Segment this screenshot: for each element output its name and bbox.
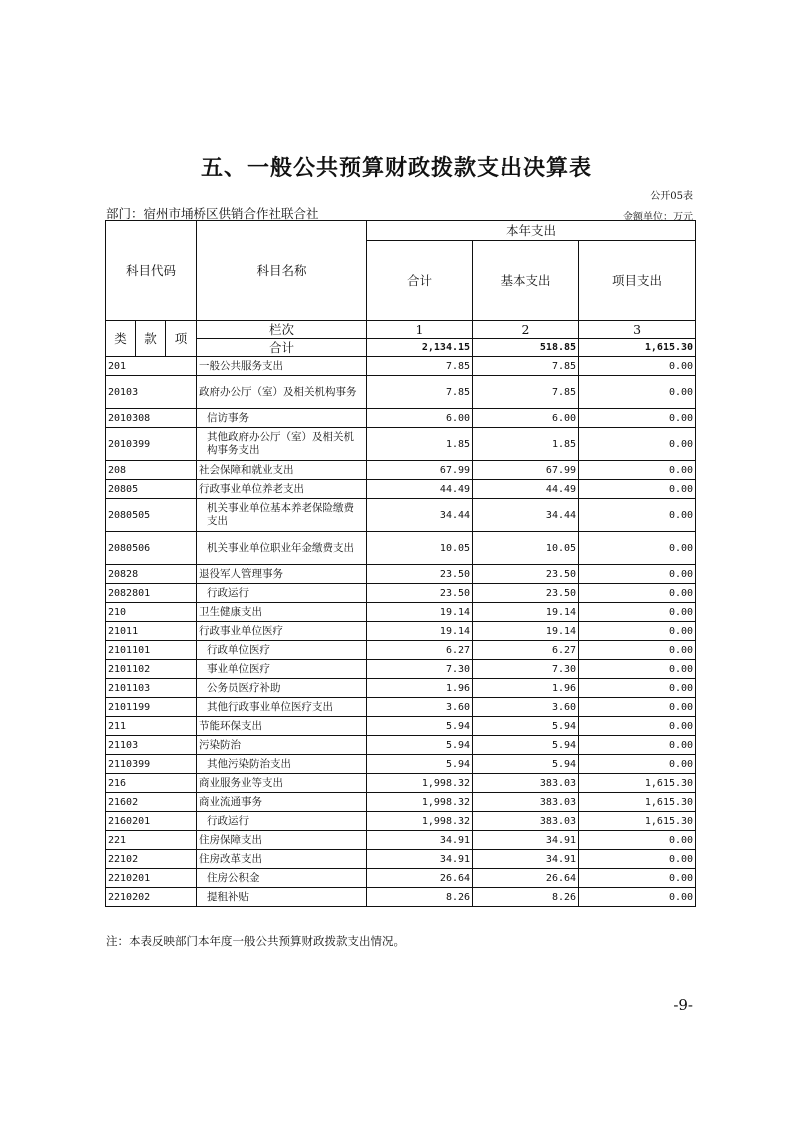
row-basic: 26.64 xyxy=(473,869,579,888)
table-row xyxy=(106,603,696,622)
row-basic: 5.94 xyxy=(473,755,579,774)
row-project: 0.00 xyxy=(579,480,696,499)
row-basic: 6.27 xyxy=(473,641,579,660)
row-basic: 23.50 xyxy=(473,584,579,603)
row-name: 行政单位医疗 xyxy=(197,641,367,660)
row-project: 0.00 xyxy=(579,409,696,428)
row-total: 3.60 xyxy=(367,698,473,717)
row-basic: 67.99 xyxy=(473,461,579,480)
header-name: 科目名称 xyxy=(197,221,367,321)
table-row xyxy=(106,641,696,660)
row-code: 2101199 xyxy=(106,698,197,717)
row-total: 8.26 xyxy=(367,888,473,907)
row-basic: 3.60 xyxy=(473,698,579,717)
row-basic: 19.14 xyxy=(473,622,579,641)
row-code: 2080506 xyxy=(106,532,197,565)
table-row xyxy=(106,357,696,376)
row-basic: 383.03 xyxy=(473,793,579,812)
table-row xyxy=(106,717,696,736)
row-name: 机关事业单位基本养老保险缴费支出 xyxy=(197,499,367,532)
row-code: 2080505 xyxy=(106,499,197,532)
table-row xyxy=(106,679,696,698)
row-project: 1,615.30 xyxy=(579,774,696,793)
row-total: 44.49 xyxy=(367,480,473,499)
row-code: 20805 xyxy=(106,480,197,499)
row-name: 其他政府办公厅（室）及相关机构事务支出 xyxy=(197,428,367,461)
table-row xyxy=(106,499,696,532)
row-code: 2082801 xyxy=(106,584,197,603)
row-basic: 34.91 xyxy=(473,850,579,869)
row-project: 0.00 xyxy=(579,357,696,376)
table-row xyxy=(106,812,696,831)
header-basic: 基本支出 xyxy=(473,241,579,321)
col-number-2: 2 xyxy=(473,321,579,339)
row-project: 0.00 xyxy=(579,461,696,480)
header-lei: 类 xyxy=(106,321,136,357)
row-code: 2010399 xyxy=(106,428,197,461)
header-project: 项目支出 xyxy=(579,241,696,321)
table-row xyxy=(106,565,696,584)
row-name: 一般公共服务支出 xyxy=(197,357,367,376)
row-code: 21011 xyxy=(106,622,197,641)
row-total: 1,998.32 xyxy=(367,774,473,793)
row-name: 社会保障和就业支出 xyxy=(197,461,367,480)
row-project: 0.00 xyxy=(579,698,696,717)
row-code: 2101103 xyxy=(106,679,197,698)
row-project: 0.00 xyxy=(579,679,696,698)
row-name: 住房改革支出 xyxy=(197,850,367,869)
row-code: 2160201 xyxy=(106,812,197,831)
row-code: 2110399 xyxy=(106,755,197,774)
table-row xyxy=(106,584,696,603)
row-total: 23.50 xyxy=(367,565,473,584)
table-row xyxy=(106,532,696,565)
row-basic: 383.03 xyxy=(473,812,579,831)
row-name: 行政事业单位养老支出 xyxy=(197,480,367,499)
row-code: 208 xyxy=(106,461,197,480)
row-basic: 5.94 xyxy=(473,717,579,736)
col-number-1: 1 xyxy=(367,321,473,339)
row-name: 事业单位医疗 xyxy=(197,660,367,679)
table-note: 注：本表反映部门本年度一般公共预算财政拨款支出情况。 xyxy=(106,934,405,948)
row-name: 住房保障支出 xyxy=(197,831,367,850)
row-total: 1.96 xyxy=(367,679,473,698)
table-row xyxy=(106,376,696,409)
row-total: 34.91 xyxy=(367,850,473,869)
row-code: 211 xyxy=(106,717,197,736)
row-total: 1,998.32 xyxy=(367,793,473,812)
table-row xyxy=(106,461,696,480)
row-total: 19.14 xyxy=(367,603,473,622)
row-project: 0.00 xyxy=(579,641,696,660)
row-project: 0.00 xyxy=(579,584,696,603)
row-code: 2010308 xyxy=(106,409,197,428)
sum-total: 2,134.15 xyxy=(367,339,473,357)
row-total: 10.05 xyxy=(367,532,473,565)
table-row xyxy=(106,428,696,461)
unit-label: 金额单位：万元 xyxy=(623,212,693,223)
row-total: 5.94 xyxy=(367,755,473,774)
row-basic: 7.85 xyxy=(473,376,579,409)
row-name: 其他行政事业单位医疗支出 xyxy=(197,698,367,717)
expenditure-table xyxy=(105,220,696,907)
table-row xyxy=(106,622,696,641)
row-project: 0.00 xyxy=(579,831,696,850)
row-project: 0.00 xyxy=(579,755,696,774)
page-number: -9- xyxy=(673,996,693,1014)
row-project: 0.00 xyxy=(579,717,696,736)
header-code: 科目代码 xyxy=(106,221,197,321)
row-total: 34.91 xyxy=(367,831,473,850)
table-row xyxy=(106,409,696,428)
page-title: 五、一般公共预算财政拨款支出决算表 xyxy=(200,155,592,181)
table-row xyxy=(106,736,696,755)
header-kuan: 款 xyxy=(136,321,166,357)
row-code: 21103 xyxy=(106,736,197,755)
row-total: 67.99 xyxy=(367,461,473,480)
row-name: 商业服务业等支出 xyxy=(197,774,367,793)
row-basic: 1.85 xyxy=(473,428,579,461)
row-total: 34.44 xyxy=(367,499,473,532)
row-total: 1,998.32 xyxy=(367,812,473,831)
row-code: 2210202 xyxy=(106,888,197,907)
row-name: 卫生健康支出 xyxy=(197,603,367,622)
row-code: 21602 xyxy=(106,793,197,812)
row-project: 0.00 xyxy=(579,428,696,461)
sum-project: 1,615.30 xyxy=(579,339,696,357)
row-project: 0.00 xyxy=(579,850,696,869)
row-name: 行政运行 xyxy=(197,584,367,603)
row-basic: 8.26 xyxy=(473,888,579,907)
table-row xyxy=(106,793,696,812)
row-code: 20103 xyxy=(106,376,197,409)
row-name: 提租补贴 xyxy=(197,888,367,907)
row-total: 26.64 xyxy=(367,869,473,888)
table-row xyxy=(106,698,696,717)
sum-label: 合计 xyxy=(197,339,367,357)
row-code: 216 xyxy=(106,774,197,793)
row-project: 0.00 xyxy=(579,660,696,679)
row-total: 6.00 xyxy=(367,409,473,428)
row-project: 0.00 xyxy=(579,622,696,641)
row-code: 2101101 xyxy=(106,641,197,660)
row-basic: 7.30 xyxy=(473,660,579,679)
table-row xyxy=(106,831,696,850)
row-total: 19.14 xyxy=(367,622,473,641)
table-row xyxy=(106,755,696,774)
row-project: 1,615.30 xyxy=(579,812,696,831)
row-basic: 1.96 xyxy=(473,679,579,698)
row-name: 其他污染防治支出 xyxy=(197,755,367,774)
row-project: 0.00 xyxy=(579,376,696,409)
table-row xyxy=(106,480,696,499)
sum-basic: 518.85 xyxy=(473,339,579,357)
row-basic: 44.49 xyxy=(473,480,579,499)
row-project: 0.00 xyxy=(579,736,696,755)
row-project: 0.00 xyxy=(579,565,696,584)
header-total: 合计 xyxy=(367,241,473,321)
row-name: 信访事务 xyxy=(197,409,367,428)
row-basic: 5.94 xyxy=(473,736,579,755)
row-total: 7.30 xyxy=(367,660,473,679)
row-project: 0.00 xyxy=(579,603,696,622)
header-year-expense: 本年支出 xyxy=(367,221,696,241)
row-code: 2210201 xyxy=(106,869,197,888)
row-total: 1.85 xyxy=(367,428,473,461)
row-project: 0.00 xyxy=(579,532,696,565)
col-number-3: 3 xyxy=(579,321,696,339)
row-project: 0.00 xyxy=(579,888,696,907)
row-code: 221 xyxy=(106,831,197,850)
row-code: 210 xyxy=(106,603,197,622)
row-basic: 34.44 xyxy=(473,499,579,532)
row-name: 退役军人管理事务 xyxy=(197,565,367,584)
row-name: 行政事业单位医疗 xyxy=(197,622,367,641)
row-total: 7.85 xyxy=(367,357,473,376)
table-row xyxy=(106,660,696,679)
row-total: 5.94 xyxy=(367,717,473,736)
row-name: 政府办公厅（室）及相关机构事务 xyxy=(197,376,367,409)
table-row xyxy=(106,774,696,793)
form-number: 公开05表 xyxy=(650,191,693,202)
row-basic: 383.03 xyxy=(473,774,579,793)
row-total: 5.94 xyxy=(367,736,473,755)
row-total: 23.50 xyxy=(367,584,473,603)
row-name: 商业流通事务 xyxy=(197,793,367,812)
row-basic: 19.14 xyxy=(473,603,579,622)
row-name: 行政运行 xyxy=(197,812,367,831)
row-name: 住房公积金 xyxy=(197,869,367,888)
header-xiang: 项 xyxy=(166,321,197,357)
row-total: 7.85 xyxy=(367,376,473,409)
row-code: 201 xyxy=(106,357,197,376)
row-basic: 7.85 xyxy=(473,357,579,376)
row-code: 20828 xyxy=(106,565,197,584)
row-basic: 6.00 xyxy=(473,409,579,428)
row-name: 公务员医疗补助 xyxy=(197,679,367,698)
row-project: 0.00 xyxy=(579,869,696,888)
row-basic: 10.05 xyxy=(473,532,579,565)
table-row xyxy=(106,888,696,907)
row-code: 22102 xyxy=(106,850,197,869)
header-lanci: 栏次 xyxy=(197,321,367,339)
department-label: 部门：宿州市埇桥区供销合作社联合社 xyxy=(106,206,319,221)
row-name: 污染防治 xyxy=(197,736,367,755)
row-name: 机关事业单位职业年金缴费支出 xyxy=(197,532,367,565)
table-row xyxy=(106,869,696,888)
row-basic: 34.91 xyxy=(473,831,579,850)
row-project: 1,615.30 xyxy=(579,793,696,812)
row-code: 2101102 xyxy=(106,660,197,679)
table-row xyxy=(106,850,696,869)
row-name: 节能环保支出 xyxy=(197,717,367,736)
row-total: 6.27 xyxy=(367,641,473,660)
row-basic: 23.50 xyxy=(473,565,579,584)
row-project: 0.00 xyxy=(579,499,696,532)
